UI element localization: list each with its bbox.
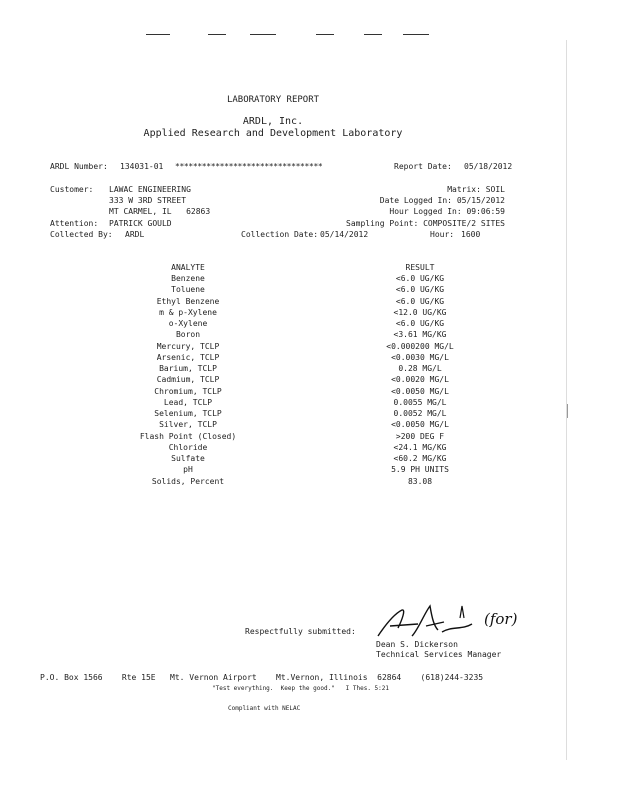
result-header: RESULT [405, 263, 435, 272]
sampling-point-value: COMPOSITE/2 SITES [423, 219, 505, 228]
signer-title: Technical Services Manager [376, 650, 502, 659]
report-heading: LABORATORY REPORT [226, 95, 320, 105]
submitted-label: Respectfully submitted: [245, 627, 356, 636]
analyte-cell: m & p-Xylene [159, 307, 217, 317]
report-date: 05/18/2012 [464, 162, 513, 171]
customer-name: LAWAC ENGINEERING [109, 185, 191, 194]
result-cell: 0.0055 MG/L [393, 397, 447, 407]
analyte-cell: o-Xylene [168, 319, 208, 328]
result-cell: >200 DEG F [395, 431, 445, 441]
ardl-number-label: ARDL Number: [50, 162, 108, 171]
signer-name: Dean S. Dickerson [376, 640, 458, 649]
collection-date-value: 05/14/2012 [320, 230, 369, 239]
analyte-cell: Arsenic, TCLP [156, 352, 220, 362]
result-cell: <3.61 MG/KG [393, 330, 447, 340]
result-cell: <6.0 UG/KG [395, 274, 445, 283]
footer-address: P.O. Box 1566 Rte 15E Mt. Vernon Airport Mt.Vernon, Illinois 62864 (618)244-3235 [40, 673, 484, 682]
result-cell: 83.08 [407, 476, 433, 486]
hour-logged-label: Hour Logged In: [389, 207, 462, 216]
result-cell: 0.28 MG/L [398, 364, 442, 373]
result-cell: <6.0 UG/KG [395, 296, 445, 306]
attention-value: PATRICK GOULD [109, 219, 172, 228]
collected-by-value: ARDL [125, 230, 145, 239]
hour-logged-value: 09:06:59 [466, 207, 505, 216]
hour-label: Hour: [430, 230, 455, 239]
analyte-cell: Benzene [171, 274, 205, 283]
top-rule [316, 34, 334, 35]
top-rule [364, 34, 382, 35]
top-rule [208, 34, 226, 35]
date-logged-row [300, 197, 505, 205]
result-cell: <6.0 UG/KG [395, 319, 445, 328]
hour-logged-row [300, 208, 505, 216]
matrix-row [300, 186, 505, 194]
sampling-point-row [300, 220, 505, 228]
matrix-label: Matrix: [447, 185, 481, 194]
hour-value: 1600 [461, 230, 481, 239]
analyte-cell: pH [183, 465, 193, 475]
customer-address-2: MT CARMEL, IL 62863 [109, 207, 211, 216]
sampling-point-label: Sampling Point: [346, 219, 419, 228]
lab-full-name: Applied Research and Development Laboratory [143, 128, 403, 139]
scan-edge [566, 40, 567, 760]
analyte-header: ANALYTE [171, 263, 205, 272]
collection-date-label: Collection Date: [241, 230, 319, 239]
analyte-cell: Boron [175, 330, 201, 340]
result-cell: <0.0030 MG/L [391, 352, 449, 362]
result-cell: <0.0050 MG/L [391, 386, 449, 396]
result-cell: <12.0 UG/KG [393, 307, 447, 317]
report-date-label: Report Date: [394, 162, 452, 171]
footer-compliance: Compliant with NELAC [228, 705, 301, 712]
analyte-cell: Chromium, TCLP [154, 386, 222, 396]
analyte-cell: Chloride [168, 442, 208, 452]
result-cell: <0.0020 MG/L [391, 375, 449, 385]
lab-name: ARDL, Inc. [242, 116, 304, 127]
result-cell: <24.1 MG/KG [393, 442, 447, 452]
analyte-cell: Lead, TCLP [163, 397, 213, 407]
result-cell: <60.2 MG/KG [393, 454, 447, 463]
handwritten-note: (for) [484, 610, 518, 628]
top-rule [146, 34, 170, 35]
analyte-cell: Toluene [171, 285, 205, 295]
date-logged-label: Date Logged In: [379, 196, 452, 205]
top-rule [403, 34, 429, 35]
analyte-cell: Sulfate [171, 454, 205, 463]
footer-motto: "Test everything. Keep the good." I Thes. 5:21 [212, 685, 390, 692]
analyte-cell: Ethyl Benzene [156, 296, 220, 306]
attention-label: Attention: [50, 219, 99, 228]
analyte-cell: Barium, TCLP [159, 364, 217, 373]
analyte-cell: Selenium, TCLP [154, 409, 222, 418]
customer-address-1: 333 W 3RD STREET [109, 196, 187, 205]
analyte-cell: Cadmium, TCLP [156, 375, 220, 385]
matrix-value: SOIL [485, 185, 505, 194]
top-rule [250, 34, 276, 35]
result-cell: <0.0050 MG/L [391, 420, 449, 430]
date-logged-value: 05/15/2012 [456, 196, 505, 205]
ardl-number: 134031-01 [120, 162, 164, 171]
analyte-cell: Silver, TCLP [159, 420, 217, 430]
scan-mark [567, 404, 568, 418]
star-separator: ********************************* [175, 162, 323, 171]
analyte-cell: Flash Point (Closed) [139, 431, 237, 441]
result-cell: <0.000200 MG/L [386, 341, 454, 351]
customer-label: Customer: [50, 185, 94, 194]
result-cell: 5.9 PH UNITS [391, 465, 449, 475]
collected-by-label: Collected By: [50, 230, 113, 239]
result-cell: 0.0052 MG/L [393, 409, 447, 418]
analyte-cell: Solids, Percent [151, 476, 225, 486]
result-cell: <6.0 UG/KG [395, 285, 445, 295]
analyte-cell: Mercury, TCLP [156, 341, 220, 351]
